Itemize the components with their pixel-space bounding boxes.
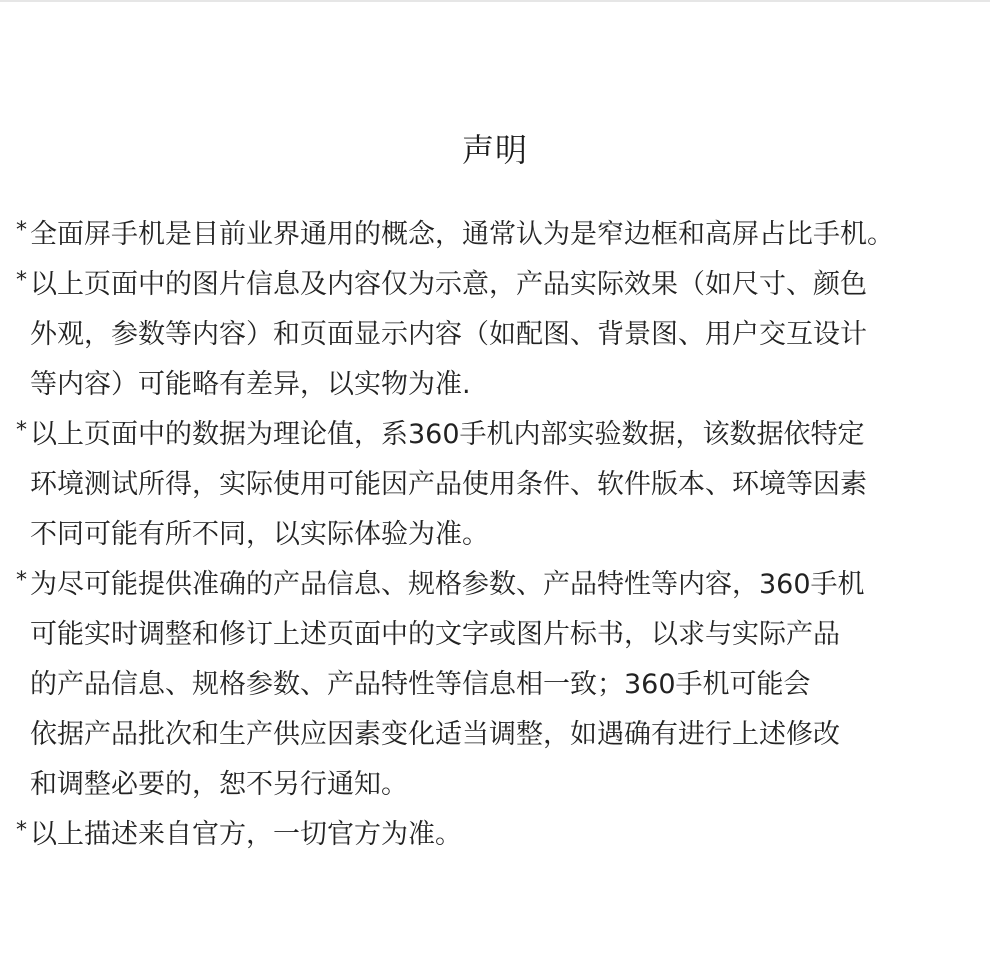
top-divider bbox=[0, 0, 990, 2]
disclaimer-text bbox=[30, 810, 976, 860]
text-line: 等内容）可能略有差异，以实物为准. bbox=[30, 369, 471, 400]
disclaimer-item-official bbox=[16, 810, 976, 860]
text-line: 为尽可能提供准确的产品信息、规格参数、产品特性等内容，360手机 bbox=[30, 569, 865, 600]
text-line: 的产品信息、规格参数、产品特性等信息相一致；360手机可能会 bbox=[30, 669, 811, 700]
text-line: 可能实时调整和修订上述页面中的文字或图片标书，以求与实际产品 bbox=[30, 619, 840, 650]
disclaimer-item-fullscreen bbox=[16, 210, 976, 260]
text-line: 和调整必要的，恕不另行通知。 bbox=[30, 769, 408, 800]
disclaimer-item-data bbox=[16, 410, 976, 560]
disclaimer-text bbox=[30, 410, 976, 560]
text-line: 不同可能有所不同，以实际体验为准。 bbox=[30, 519, 489, 550]
asterisk-marker: * bbox=[16, 218, 27, 243]
disclaimer-text bbox=[30, 260, 976, 410]
page-title: 声明 bbox=[461, 131, 528, 169]
asterisk-marker: * bbox=[16, 568, 27, 593]
disclaimer-item-adjustments bbox=[16, 560, 976, 810]
text-line: 以上页面中的数据为理论值，系360手机内部实验数据，该数据依特定 bbox=[30, 419, 865, 450]
disclaimer-list bbox=[16, 210, 976, 860]
disclaimer-text bbox=[30, 560, 976, 810]
disclaimer-text bbox=[30, 210, 976, 260]
asterisk-marker: * bbox=[16, 418, 27, 443]
text-line: 全面屏手机是目前业界通用的概念，通常认为是窄边框和高屏占比手机。 bbox=[30, 219, 894, 250]
text-line: 以上页面中的图片信息及内容仅为示意，产品实际效果（如尺寸、颜色 bbox=[30, 269, 867, 300]
text-line: 环境测试所得，实际使用可能因产品使用条件、软件版本、环境等因素 bbox=[30, 469, 867, 500]
text-line: 以上描述来自官方，一切官方为准。 bbox=[30, 819, 462, 850]
text-line: 依据产品批次和生产供应因素变化适当调整，如遇确有进行上述修改 bbox=[30, 719, 840, 750]
text-line: 外观，参数等内容）和页面显示内容（如配图、背景图、用户交互设计 bbox=[30, 319, 867, 350]
disclaimer-item-images bbox=[16, 260, 976, 410]
asterisk-marker: * bbox=[16, 268, 27, 293]
asterisk-marker: * bbox=[16, 818, 27, 843]
